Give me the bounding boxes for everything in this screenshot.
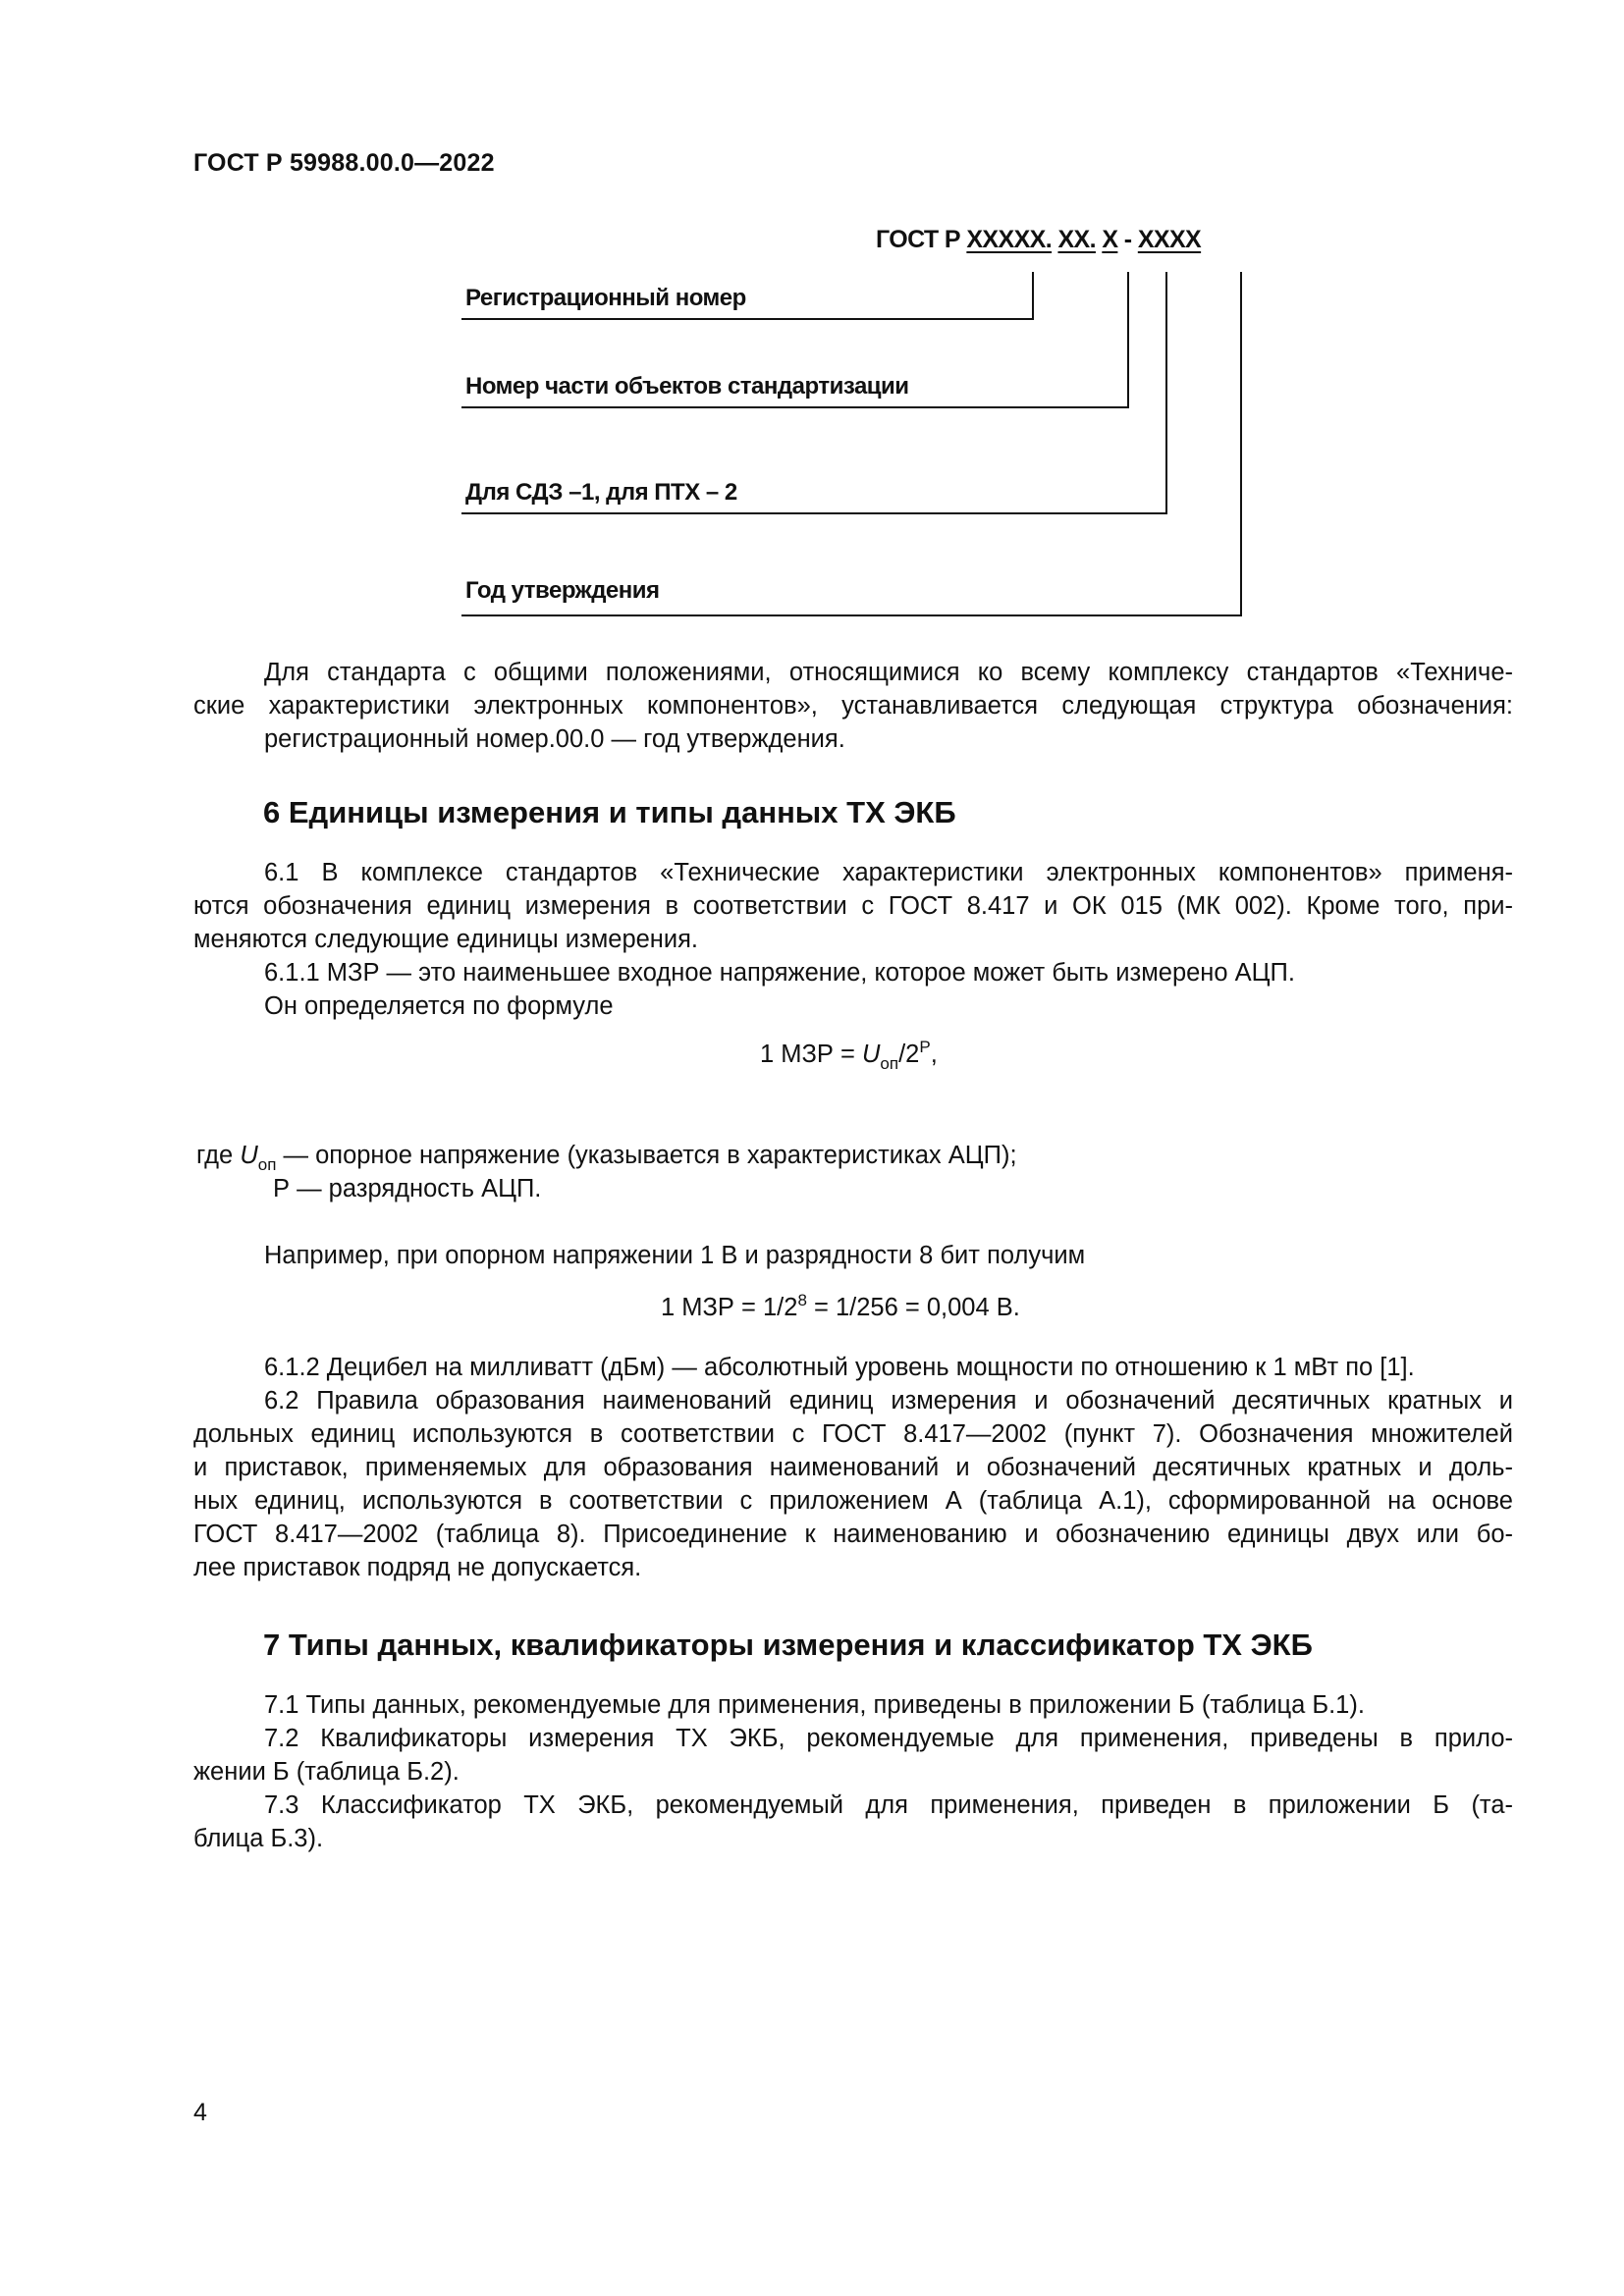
section-7-heading: 7 Типы данных, квалификаторы измерения и классификатор ТХ ЭКБ [263,1628,1313,1662]
paragraph-6-1-2: 6.1.2 Децибел на милливатт (дБм) — абсолютный уровень мощности по отношению к 1 мВт по [1]. [264,1354,1415,1381]
paragraph-7-2: 7.2 Квалификаторы измерения ТХ ЭКБ, рекомендуемые для применения, приведены в прило- [264,1725,1513,1752]
designation-code [876,226,1201,254]
intro-line: ские характеристики электронных компонентов», устанавливается следующая структура обозначения: [193,692,1513,720]
formula-intro: Он определяется по формуле [264,992,614,1020]
paragraph-line: меняются следующие единицы измерения. [193,926,699,953]
paragraph-6-1-1: 6.1.1 МЗР — это наименьшее входное напряжение, которое может быть измерено АЦП. [264,959,1295,987]
intro-line: регистрационный номер.00.0 — год утверждения. [264,725,845,753]
paragraph-line: 6.1 В комплексе стандартов «Технические характеристики электронных компонентов» применя- [264,859,1513,886]
paragraph-line: и приставок, применяемых для образования наименований и обозначений десятичных кратных и доль- [193,1454,1513,1481]
code-registration-number: ХХХХХ. [966,226,1053,253]
paragraph-6-1-2-and-6-2 [193,1351,1513,1584]
paragraph-line: ных единиц, используются в соответствии с приложением А (таблица А.1), сформированной на основе [193,1487,1513,1515]
paragraph-line: ются обозначения единиц измерения в соответствии с ГОСТ 8.417 и ОК 015 (МК 002). Кроме того, при- [193,892,1513,920]
leader-line-type-vertical [1165,272,1167,514]
paragraph-line: 6.2 Правила образования наименований единиц измерения и обозначений десятичных кратных и [264,1387,1513,1415]
leader-line-year [461,614,1242,616]
page-number: 4 [193,2099,207,2126]
paragraph-line: ГОСТ 8.417—2002 (таблица 8). Присоединение к наименованию и обозначению единицы двух или бо- [193,1521,1513,1548]
intro-paragraph [193,656,1513,756]
paragraph-6-1 [193,856,1513,1023]
formula-lsb: 1 МЗР = $U_{оп}/2^Р$, [760,1038,938,1073]
formula-explanation [196,1139,1516,1205]
paragraph-line: жении Б (таблица Б.2). [193,1758,460,1786]
label-type-digit: Для СДЗ –1, для ПТХ – 2 [465,479,737,506]
leader-line-part-vertical [1127,272,1129,408]
paragraph-line: лее приставок подряд не допускается. [193,1554,642,1581]
intro-line: Для стандарта с общими положениями, относящимися ко всему комплексу стандартов «Техниче- [264,659,1513,686]
formula-example: 1 МЗР = $1/2^8 = 1/256 = 0,004$ В. [661,1291,1020,1321]
leader-line-registration [461,318,1034,320]
document-header: ГОСТ Р 59988.00.0—2022 [193,149,495,177]
code-dash: - [1117,226,1138,253]
label-registration-number: Регистрационный номер [465,285,746,311]
code-year: ХХХХ [1137,226,1202,253]
label-part-number: Номер части объектов стандартизации [465,373,909,400]
example-paragraph: Например, при опорном напряжении 1 В и разрядности 8 бит получим [264,1242,1086,1269]
label-approval-year: Год утверждения [465,577,660,604]
leader-line-type [461,512,1167,514]
section-6-heading: 6 Единицы измерения и типы данных ТХ ЭКБ [263,795,956,829]
designation-scheme [0,0,1624,648]
leader-line-registration-vertical [1032,272,1034,320]
leader-line-year-vertical [1240,272,1242,616]
code-part-number: ХХ. [1057,226,1096,253]
paragraph-7-1: 7.1 Типы данных, рекомендуемые для применения, приведены в приложении Б (таблица Б.1). [264,1691,1365,1719]
code-prefix: ГОСТ Р [876,226,967,253]
paragraph-7-3: 7.3 Классификатор ТХ ЭКБ, рекомендуемый для применения, приведен в приложении Б (та- [264,1791,1513,1819]
paragraph-line: дольных единиц используются в соответствии с ГОСТ 8.417—2002 (пункт 7). Обозначения множителей [193,1420,1513,1448]
explanation-line: Р — разрядность АЦП. [273,1175,542,1202]
section-7-paragraphs [193,1688,1513,1855]
leader-line-part [461,406,1129,408]
explanation-line: где $U_{оп}$ — опорное напряжение (указывается в характеристиках АЦП); [196,1142,1017,1174]
paragraph-line: блица Б.3). [193,1825,324,1852]
code-type-digit: Х [1102,226,1118,253]
